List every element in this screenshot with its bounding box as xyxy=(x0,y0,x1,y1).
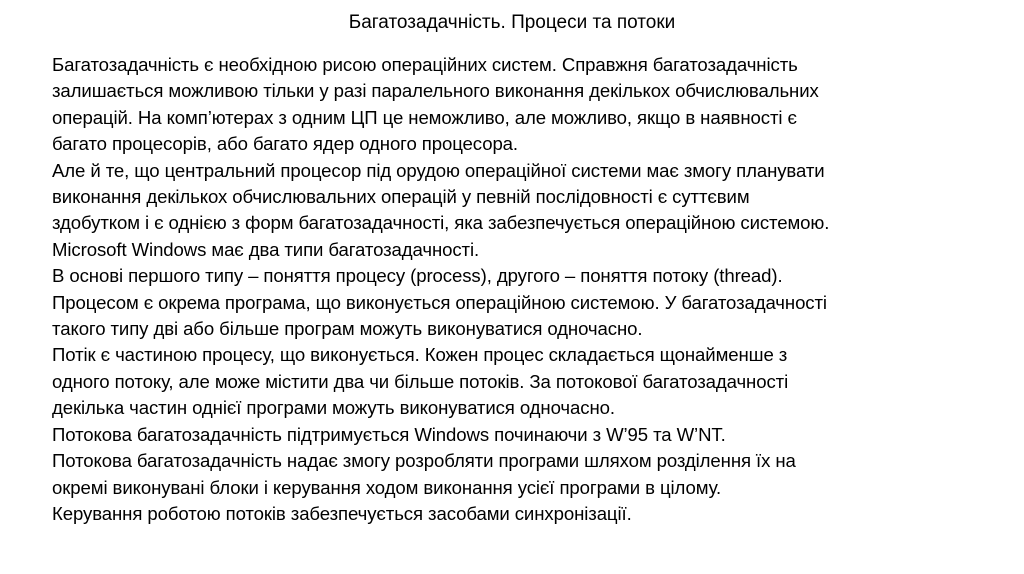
body-line: операцій. На комп’ютерах з одним ЦП це неможливо, але можливо, якщо в наявності є xyxy=(52,106,797,128)
body-line: Потокова багатозадачність підтримується Windows починаючи з W’95 та W’NT. xyxy=(52,423,726,445)
body-line: Microsoft Windows має два типи багатозадачності. xyxy=(52,238,480,260)
slide-body xyxy=(52,52,982,527)
body-line: залишається можливою тільки у разі паралельного виконання декількох обчислювальних xyxy=(52,80,819,102)
body-line: Потік є частиною процесу, що виконується. Кожен процес складається щонайменше з xyxy=(52,344,788,366)
body-line: багато процесорів, або багато ядер одного процесора. xyxy=(52,133,518,155)
body-line: виконання декількох обчислювальних операцій у певній послідовності є суттєвим xyxy=(52,186,750,208)
body-line: здобутком і є однією з форм багатозадачності, яка забезпечується операційною системою. xyxy=(52,212,830,234)
body-line: В основі першого типу – поняття процесу (process), другого – поняття потоку (thread). xyxy=(52,265,783,287)
body-line: одного потоку, але може містити два чи більше потоків. За потокової багатозадачності xyxy=(52,370,789,392)
slide-title: Багатозадачність. Процеси та потоки xyxy=(348,12,676,33)
body-line: декілька частин однієї програми можуть виконуватися одночасно. xyxy=(52,397,615,419)
body-line: Багатозадачність є необхідною рисою операційних систем. Справжня багатозадачність xyxy=(52,54,798,75)
body-line: окремі виконувані блоки і керування ходом виконання усієї програми в цілому. xyxy=(52,476,722,498)
body-line: Керування роботою потоків забезпечується засобами синхронізації. xyxy=(52,502,632,524)
body-line: Процесом є окрема програма, що виконується операційною системою. У багатозадачності xyxy=(52,291,827,313)
body-line: такого типу дві або більше програм можуть виконуватися одночасно. xyxy=(52,318,643,340)
body-line: Потокова багатозадачність надає змогу розробляти програми шляхом розділення їх на xyxy=(52,450,796,472)
body-line: Але й те, що центральний процесор під орудою операційної системи має змогу планувати xyxy=(52,159,825,181)
